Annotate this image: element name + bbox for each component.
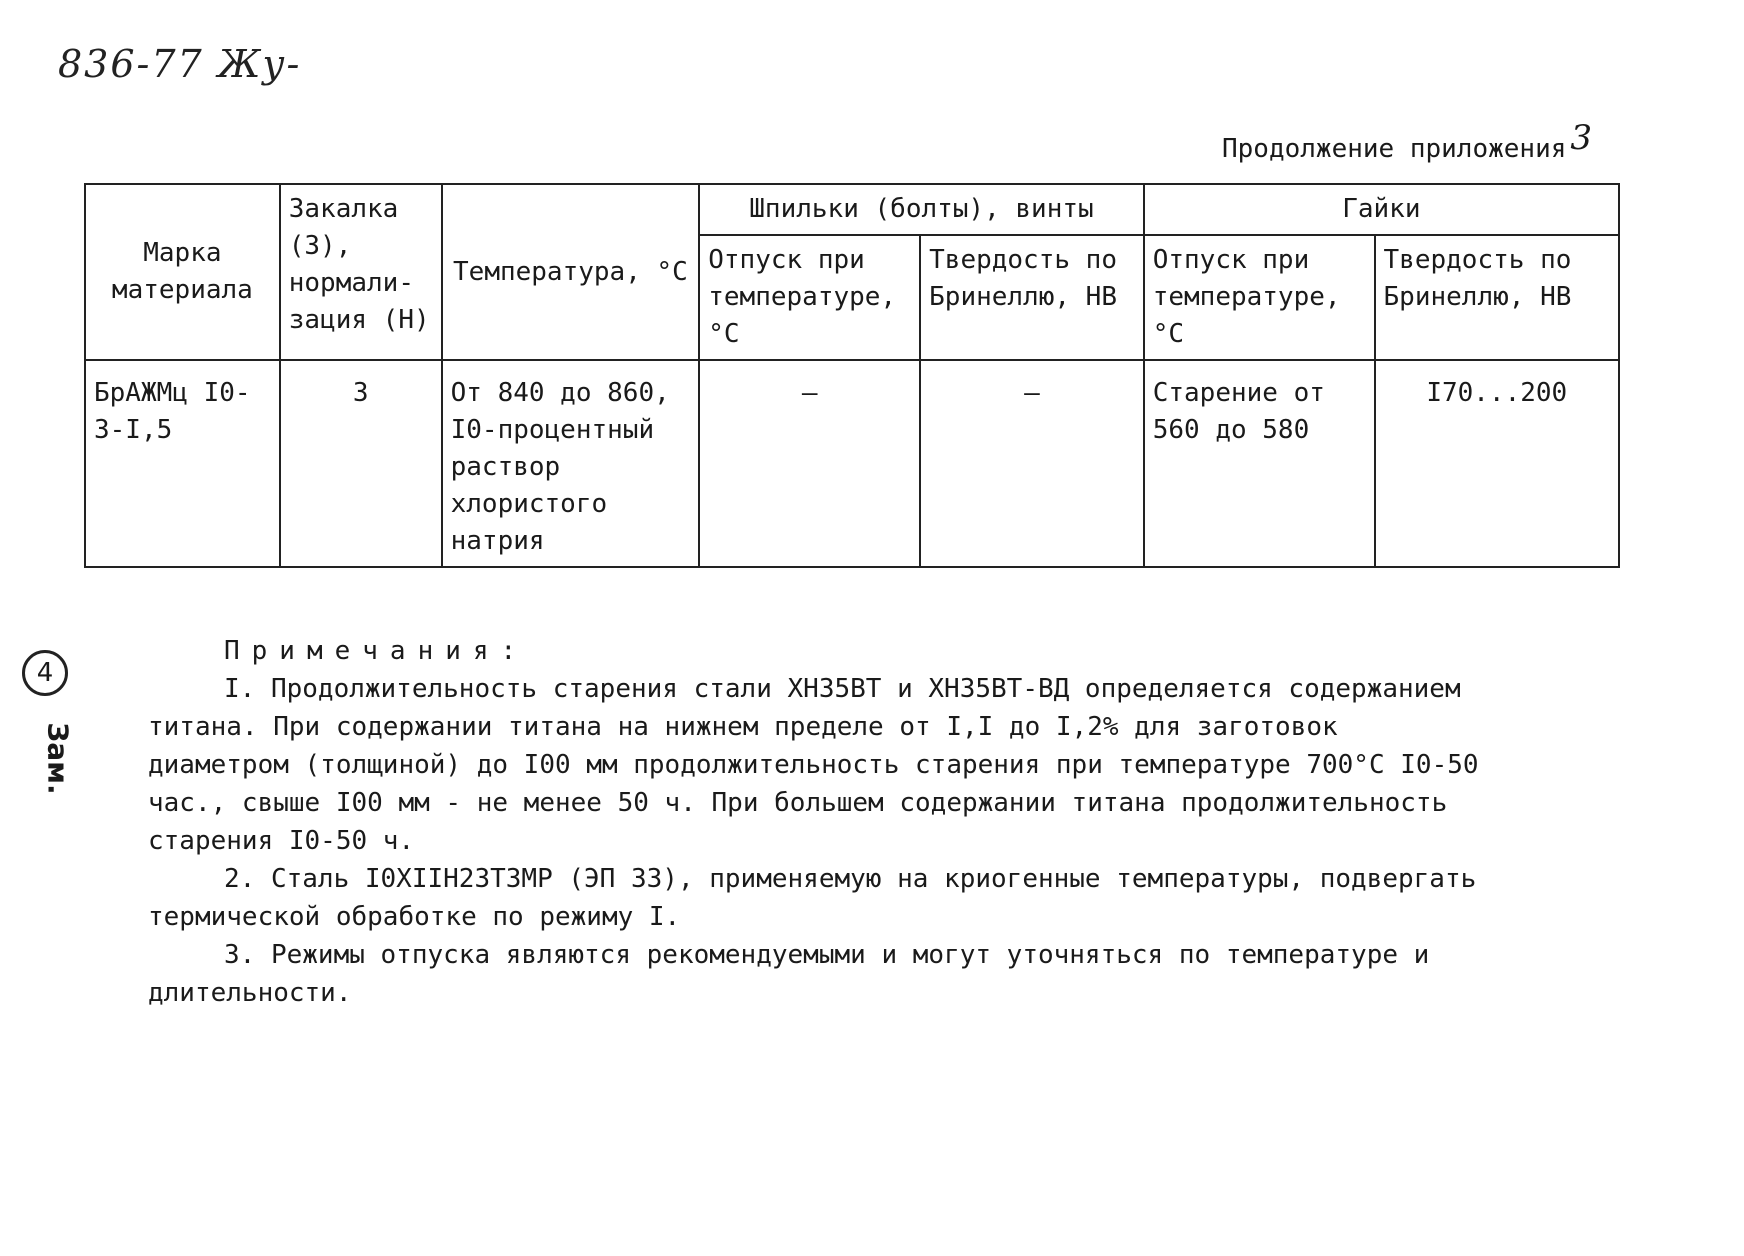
header-material: Марка материала xyxy=(85,184,280,360)
circled-number-stamp: 4 xyxy=(22,650,68,696)
header-nuts-group: Гайки xyxy=(1144,184,1619,235)
continuation-header xyxy=(1222,118,1593,166)
cell-material: БрАЖМц І0-3-І,5 xyxy=(85,360,280,567)
cell-studs-hardness: – xyxy=(920,360,1144,567)
cell-studs-tempering: – xyxy=(699,360,920,567)
header-nuts-tempering: Отпуск при температуре, °С xyxy=(1144,235,1375,360)
cell-nuts-hardness: І70...200 xyxy=(1375,360,1619,567)
handwritten-note: 836-77 Жу- xyxy=(58,42,302,86)
header-studs-tempering: Отпуск при температуре, °С xyxy=(699,235,920,360)
header-studs-hardness: Твердость по Бринеллю, НВ xyxy=(920,235,1144,360)
header-temperature: Температура, °С xyxy=(442,184,700,360)
table-row xyxy=(85,360,1619,567)
cell-temperature: От 840 до 860, І0-процентный раствор хлористого натрия xyxy=(442,360,700,567)
heat-treatment-table xyxy=(84,183,1620,568)
notes-section xyxy=(148,632,1488,1012)
continuation-label: Продолжение приложения xyxy=(1222,134,1567,164)
cell-hardening: З xyxy=(280,360,442,567)
header-studs-group: Шпильки (болты), винты xyxy=(699,184,1143,235)
header-nuts-hardness: Твердость по Бринеллю, НВ xyxy=(1375,235,1619,360)
notes-heading: Примечания: xyxy=(224,636,529,666)
header-hardening: Закалка (З), нормали-зация (Н) xyxy=(280,184,442,360)
side-label: Зам. xyxy=(41,722,75,795)
appendix-number: 3 xyxy=(1570,118,1593,158)
note-item: І. Продолжительность старения стали ХН35ВТ и ХН35ВТ-ВД определяется содержанием титана. При содержании титана на нижнем пределе от І,І до І,2% для заготовок диаметром (толщиной) до І00 мм продолжительность старения при температуре 700°С І0-50 час., свыше І00 мм - не менее 50 ч. При большем содержании титана продолжительность старения І0-50 ч. xyxy=(148,674,1479,856)
note-item: 3. Режимы отпуска являются рекомендуемыми и могут уточняться по температуре и длительности. xyxy=(148,940,1430,1008)
cell-nuts-tempering: Старение от 560 до 580 xyxy=(1144,360,1375,567)
note-item: 2. Сталь І0ХІІН23Т3МР (ЭП 33), применяемую на криогенные температуры, подвергать термической обработке по режиму І. xyxy=(148,864,1477,932)
